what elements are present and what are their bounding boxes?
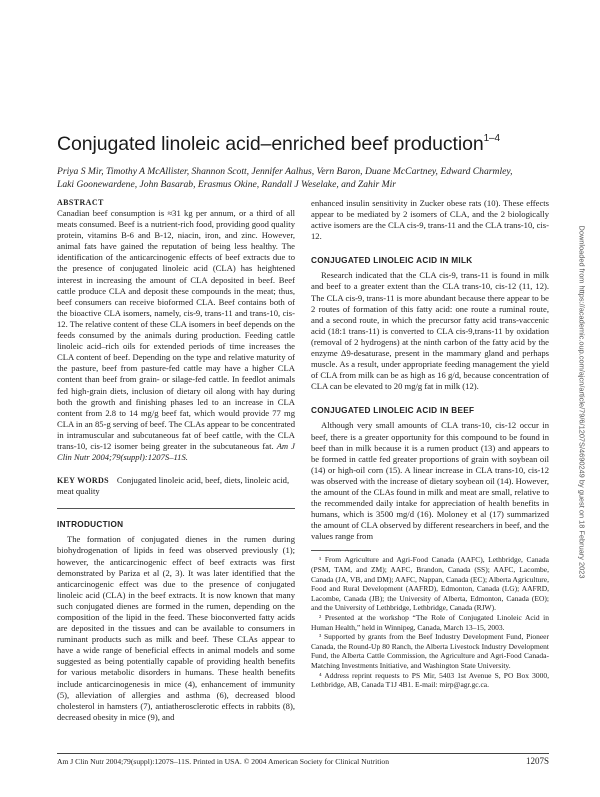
footnote-1: ¹ From Agriculture and Agri-Food Canada (AAFC), Lethbridge, Canada (PSM, TAM, and ZM); AAFC, Brandon, Canada (SS); AAFC, Lacombe, Canada (JA, VB, and DM); AAFC, Nappan, Canada (EC); Alberta Agriculture, Food and Rural Development (AAFRD), Edmonton, Canada (LG); AAFRD, Lacombe, Canada (JB); the University of Alberta, Edmonton, Canada (EO); and the University of Lethbridge, Lethbridge, Canada (RJW). bbox=[311, 555, 549, 613]
author-list bbox=[57, 166, 547, 191]
footer-rule bbox=[57, 753, 549, 754]
paper-title bbox=[57, 133, 527, 156]
abstract-citation: Am J Clin Nutr 2004;79(suppl):1207S–11S. bbox=[57, 440, 295, 463]
download-watermark-text: Downloaded from https://academic.oup.com/ajcn/article/79/6/1207S/4690249 by guest on 18 February 2023 bbox=[577, 225, 587, 579]
keywords-label: KEY WORDS bbox=[57, 476, 109, 486]
abstract-text bbox=[57, 208, 295, 463]
beef-section-text: Although very small amounts of CLA trans-10, cis-12 occur in beef, there is a greater opportunity for this compound to be found in beef than in milk because it is a rumen product (13) and appears to be formed in cattle fed greater proportions of grain with soybean oil (14) or high-oil corn (15). A linear increase in CLA trans-10, cis-12 was observed with the increase of dietary soybean oil (14). However, the amount of the CLAs found in milk and meat are small, relative to the recommended daily intake for appreciation of health benefits in humans, which is 3500 mg/d (16). Moloney et al (17) summarized the amount of CLA observed by different researchers in beef, and the values range from bbox=[311, 420, 549, 542]
title-footnote-marks: 1–4 bbox=[483, 133, 500, 144]
footnote-divider bbox=[311, 550, 371, 551]
footnote-2: ² Presented at the workshop “The Role of Conjugated Linoleic Acid in Human Health,” held in Winnipeg, Canada, March 13–15, 2003. bbox=[311, 613, 549, 632]
right-column bbox=[311, 198, 549, 690]
intro-continuation-text: enhanced insulin sensitivity in Zucker obese rats (10). These effects appear to be mediated by 2 isomers of CLA, and the 2 biologically active isomers are the CLA cis-9, trans-11 and the CLA trans-10, cis-12. bbox=[311, 198, 549, 242]
footnote-3: ³ Supported by grants from the Beef Industry Development Fund, Pioneer Canada, the Round-Up 80 Ranch, the Alberta Livestock Industry Development Fund, the Alberta Cattle Commission, the Agriculture and Agri-Food Canada-Matching Investments Initiative, and Washington State University. bbox=[311, 632, 549, 670]
left-column bbox=[57, 198, 295, 723]
footer-citation: Am J Clin Nutr 2004;79(suppl):1207S–11S. Printed in USA. © 2004 American Society for Clinical Nutrition bbox=[57, 757, 390, 766]
abstract-heading: ABSTRACT bbox=[57, 198, 104, 207]
section-divider bbox=[57, 508, 295, 509]
beef-section-heading: CONJUGATED LINOLEIC ACID IN BEEF bbox=[311, 406, 475, 416]
author-line-2: Laki Goonewardene, John Basarab, Erasmus Okine, Randall J Weselake, and Zahir Mir bbox=[57, 178, 397, 190]
footnotes bbox=[311, 555, 549, 689]
milk-section-heading: CONJUGATED LINOLEIC ACID IN MILK bbox=[311, 256, 473, 266]
introduction-heading: INTRODUCTION bbox=[57, 520, 124, 530]
paper-title-text: Conjugated linoleic acid–enriched beef production bbox=[57, 133, 484, 155]
keywords bbox=[57, 475, 295, 497]
keywords-text: Conjugated linoleic acid, beef, diets, linoleic acid, meat quality bbox=[57, 475, 290, 497]
milk-section-text: Research indicated that the CLA cis-9, trans-11 is found in milk and beef to a greater extent than the CLA trans-10, cis-12 (11, 12). The CLA cis-9, trans-11 is more abundant because there appear to be 2 routes of formation of this fatty acid: one route a ruminal route, and a second route, in which the precursor fatty acid trans-vaccenic acid (18:1 trans-11) is converted to CLA cis-9,trans-11 by oxidation (removal of 2 hydrogens) at the ninth carbon of the fatty acid by the enzyme Δ9-desaturase, present in the mammary gland and perhaps muscle. As a result, under appropriate feeding management the yield of CLA from milk can be as high as 16 g/d, because concentration of CLA can be elevated to 20 mg/g fat in milk (12). bbox=[311, 270, 549, 392]
introduction-text: The formation of conjugated dienes in the rumen during biohydrogenation of lipids in feed was observed previously (1); however, the anticarcinogenic effect of beef extracts was first demonstrated by Pariza et al (2, 3). It was later identified that the anticarcinogenic effect was due to the presence of conjugated linoleic acid (CLA) in the beef extracts. It is now known that many such conjugated dienes are formed in the rumen, depending on the composition of the lipid in the feed. These bioconverted fatty acids are deposited in the tissues and can be available to consumers in ruminant products such as milk and beef. These CLAs appear to have a wide range of beneficial effects in animal models and some suggested as being potentially capable of providing health benefits for various metabolic disorders in humans. These health benefits include anticarcinogenesis in mice (4), enhancement of immunity (5), alleviation of allergies and asthma (6), decreased blood cholesterol in hamsters (7), antiatherosclerotic effects in rabbits (8), decreased obesity in mice (9), and bbox=[57, 534, 295, 722]
page-number: 1207S bbox=[525, 756, 549, 766]
abstract-body: Canadian beef consumption is ≈31 kg per annum, or a third of all meats consumed. Beef is a nutrient-rich food, providing good quality protein, vitamins B-6 and B-12, niacin, iron, and zinc. However, animal fats have gained the reputation of being less healthy. The identification of the anticarcinogenic effects of beef extracts due to the presence of conjugated linoleic acid (CLA) has heightened interest in increasing the amount of CLA deposited in beef. Beef cattle produce CLA and deposit these compounds in the meat; thus, beef consumers can receive bioformed CLA. Beef contains both of the bioactive CLA isomers, namely, cis-9, trans-11 and trans-10, cis-12. The relative content of these CLA isomers in beef depends on the feeds consumed by the animals during production. Feeding cattle linoleic acid–rich oils for extended periods of time increases the CLA content of beef. Depending on the type and relative maturity of the pasture, beef from pasture-fed cattle may have a higher CLA content than beef from grain- or silage-fed cattle. In feedlot animals fed high-grain diets, inclusion of dietary oil along with hay during both the growth and finishing phases led to an increase in CLA content from 2.8 to 14 mg/g beef fat, which would provide 77 mg CLA in an 85-g serving of beef. The CLAs appear to be concentrated in intramuscular and subcutaneous fat of beef cattle, with the CLA trans-10, cis-12 isomer being greater in the subcutaneous fat. bbox=[57, 208, 295, 451]
footnote-4: ⁴ Address reprint requests to PS Mir, 5403 1st Avenue S, PO Box 3000, Lethbridge, AB, Canada T1J 4B1. E-mail: mirp@agr.gc.ca. bbox=[311, 670, 549, 690]
author-line-1: Priya S Mir, Timothy A McAllister, Shannon Scott, Jennifer Aalhus, Vern Baron, Duane McCartney, Edward Charmley, bbox=[57, 166, 513, 177]
